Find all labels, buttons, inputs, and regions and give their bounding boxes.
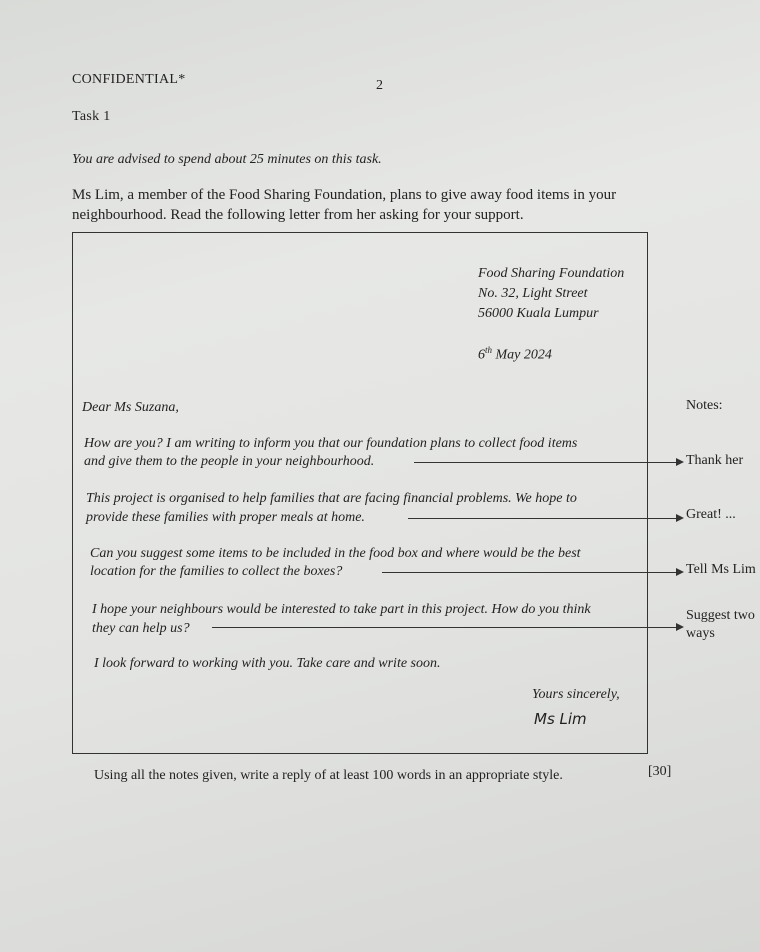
note-2: Great! ... xyxy=(686,507,736,522)
signature: Ms Lim xyxy=(534,710,587,728)
note-arrow-line-2 xyxy=(408,518,676,519)
time-instruction: You are advised to spend about 25 minutes on this task. xyxy=(72,152,382,167)
note-1: Thank her xyxy=(686,453,744,468)
confidential-label: CONFIDENTIAL* xyxy=(72,72,186,87)
address-line-3: 56000 Kuala Lumpur xyxy=(478,306,599,321)
date-day: 6 xyxy=(478,347,485,363)
paragraph-2-line-2: provide these families with proper meals at home. xyxy=(86,510,365,525)
salutation: Dear Ms Suzana, xyxy=(82,400,179,415)
intro-line-2: neighbourhood. Read the following letter from her asking for your support. xyxy=(72,207,524,223)
marks: [30] xyxy=(648,764,672,779)
paragraph-5: I look forward to working with you. Take care and write soon. xyxy=(94,656,441,671)
arrow-head-icon xyxy=(676,568,684,576)
date-suffix: th xyxy=(485,345,493,355)
paragraph-3-line-1: Can you suggest some items to be included in the food box and where would be the best xyxy=(90,546,581,561)
note-arrow-line-4 xyxy=(212,627,676,628)
paragraph-4-line-1: I hope your neighbours would be interested to take part in this project. How do you think xyxy=(92,602,591,617)
note-4-continued: ways xyxy=(686,626,715,641)
notes-title: Notes: xyxy=(686,398,723,413)
note-3: Tell Ms Lim xyxy=(686,562,756,577)
note-arrow-line-3 xyxy=(382,572,676,573)
paragraph-2-line-1: This project is organised to help families that are facing financial problems. We hope to xyxy=(86,491,577,506)
intro-line-1: Ms Lim, a member of the Food Sharing Foundation, plans to give away food items in your xyxy=(72,187,617,203)
task-title: Task 1 xyxy=(72,109,111,124)
arrow-head-icon xyxy=(676,458,684,466)
note-4: Suggest two xyxy=(686,608,755,623)
paragraph-4-line-2: they can help us? xyxy=(92,621,190,636)
paragraph-1-line-2: and give them to the people in your neighbourhood. xyxy=(84,454,375,469)
paragraph-1-line-1: How are you? I am writing to inform you that our foundation plans to collect food items xyxy=(84,436,578,451)
letter-date xyxy=(478,341,552,365)
date-rest: May 2024 xyxy=(495,347,552,363)
address-line-1: Food Sharing Foundation xyxy=(478,266,625,281)
closing: Yours sincerely, xyxy=(532,687,620,702)
question-text: Using all the notes given, write a reply of at least 100 words in an appropriate style. xyxy=(94,768,563,783)
arrow-head-icon xyxy=(676,514,684,522)
arrow-head-icon xyxy=(676,623,684,631)
note-arrow-line-1 xyxy=(414,462,676,463)
paragraph-3-line-2: location for the families to collect the boxes? xyxy=(90,564,343,579)
address-line-2: No. 32, Light Street xyxy=(478,286,588,301)
page-number: 2 xyxy=(376,78,384,93)
